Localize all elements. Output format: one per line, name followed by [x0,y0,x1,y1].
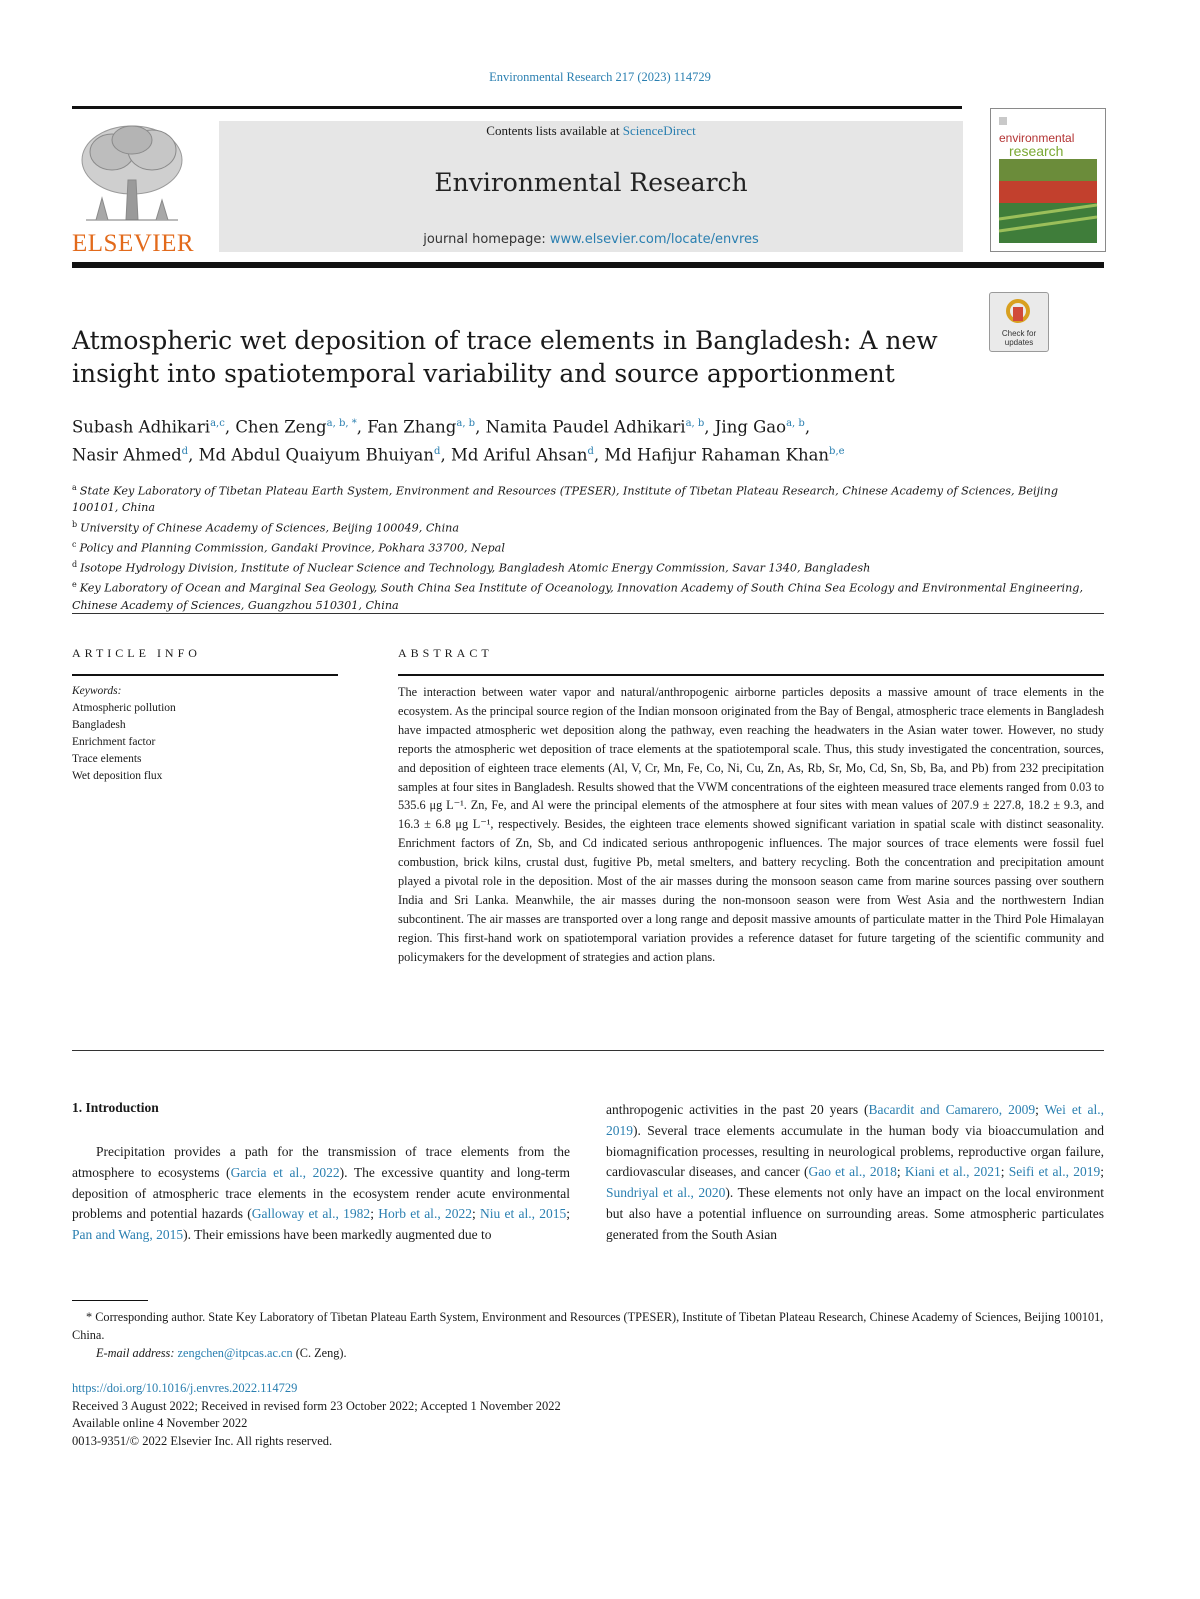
email-line [96,1346,347,1361]
author-list [72,412,1102,467]
affiliation-text: Policy and Planning Commission, Gandaki Province, Pokhara 33700, Nepal [79,541,505,555]
received-dates: Received 3 August 2022; Received in revised form 23 October 2022; Accepted 1 November 2022 [72,1398,561,1413]
author-name[interactable]: Md Ariful Ahsan [450,445,588,464]
doi-link[interactable]: https://doi.org/10.1016/j.envres.2022.114729 [72,1381,298,1395]
body-text: ; [370,1206,379,1222]
author-name[interactable]: Namita Paudel Adhikari [485,417,686,437]
body-text: ). Several trace elements accumulate in the human body via bioaccumulation and biomagnification processes, resulting in neurological problems, reproductive organ failure, cardiovascular diseases, and cancer ( [606,1122,1104,1180]
affiliation-text: Key Laboratory of Ocean and Marginal Sea Geology, South China Sea Institute of Oceanology, Innovation Academy of South China Sea Ecology and Environmental Engineering, Chinese Academy of Sciences, Guangzhou 510301, China [72,582,1084,612]
author-affiliation-marker[interactable]: a, b [786,418,805,429]
header-rule [72,262,1104,268]
email-suffix: (C. Zeng). [292,1346,347,1360]
citation-link[interactable]: Horb et al., 2022 [378,1206,472,1222]
cover-title-word1: environmental [999,131,1075,145]
keywords-block [72,683,338,785]
footnote-rule [72,1300,148,1301]
citation-link[interactable]: Garcia et al., 2022 [230,1164,340,1180]
author-separator: , [804,417,811,437]
citation-link[interactable]: Kiani et al., 2021 [904,1164,1001,1180]
citation-link[interactable]: Pan and Wang, 2015 [72,1227,184,1243]
author-name[interactable]: Md Hafijur Rahaman Khan [604,445,830,464]
citation-link[interactable]: Sundriyal et al., 2020 [606,1185,726,1201]
author-name[interactable]: Nasir Ahmed [72,445,182,464]
affiliation [72,577,1102,614]
affiliation-tag: b [72,519,78,529]
author-name[interactable]: Md Abdul Quaiyum Bhuiyan [198,445,435,464]
homepage-link[interactable]: www.elsevier.com/locate/envres [549,232,759,247]
author-name[interactable]: Subash Adhikari [72,417,211,437]
author-separator: , [440,445,451,464]
affiliation-tag: e [72,580,77,590]
keywords-label: Keywords: [72,685,122,697]
check-badge-label: Check for updates [1001,329,1037,347]
author-name[interactable]: Fan Zhang [367,417,457,437]
citation-link[interactable]: Niu et al., 2015 [479,1206,567,1222]
keyword: Enrichment factor [72,736,156,748]
keyword: Trace elements [72,753,142,765]
author-name[interactable]: Chen Zeng [235,417,327,437]
affiliation-tag: d [72,560,78,570]
body-text: ). These elements not only have an impact on the local environment but also have a potential influence on surrounding areas. Some atmospheric particulates generated from the South Asian [606,1185,1105,1242]
abstract-heading: ABSTRACT [398,646,493,660]
author-separator: , [475,417,486,437]
available-online: Available online 4 November 2022 [72,1416,248,1430]
author-affiliation-marker[interactable]: a, b [456,418,476,429]
citation-link[interactable]: Wei et al., 2019 [606,1102,1104,1138]
tree-icon [72,120,192,230]
affiliation [72,517,1102,537]
citation-link[interactable]: Gao et al., 2018 [808,1164,897,1180]
check-for-updates-badge[interactable] [989,292,1049,352]
author-affiliation-marker[interactable]: b,e [829,445,845,457]
intro-column-1 [72,1142,570,1246]
affiliation [72,537,1102,557]
keyword: Atmospheric pollution [72,702,176,714]
section-rule [72,613,1104,614]
elsevier-wordmark: ELSEVIER [72,230,195,257]
running-head[interactable]: Environmental Research 217 (2023) 114729 [489,70,711,84]
affiliation-text: State Key Laboratory of Tibetan Plateau Earth System, Environment and Resources (TPESER), Institute of Tibetan Plateau Research, Chinese Academy of Sciences, Beijing 100101, China [72,484,1058,515]
author-affiliation-marker[interactable]: d [181,445,189,457]
email-label: E-mail address: [96,1346,175,1360]
body-text: ; [471,1206,480,1222]
body-text: ; [896,1164,905,1180]
contents-line [219,123,963,139]
author-separator: , [224,417,236,437]
abstract-rule [398,674,1104,676]
author-separator: , [188,445,199,464]
affiliations [72,480,1102,614]
affiliation [72,480,1102,517]
affiliation-tag: a [72,483,77,492]
email-link[interactable]: zengchen@itpcas.ac.cn [177,1346,293,1360]
publication-info [72,1380,561,1450]
author-name[interactable]: Jing Gao [714,417,787,437]
top-rule [72,106,962,109]
body-text: ; [1035,1102,1045,1117]
contents-prefix: Contents lists available at [486,123,623,138]
author-separator: , [593,445,605,464]
keyword: Bangladesh [72,719,126,731]
introduction-heading: 1. Introduction [72,1100,159,1115]
author-affiliation-marker[interactable]: a, b, * [326,418,357,429]
author-affiliation-marker[interactable]: d [587,445,594,457]
author-separator: , [356,417,368,437]
homepage-prefix: journal homepage: [423,232,550,247]
body-text: ; [1100,1164,1104,1180]
article-info-rule [72,674,338,676]
sciencedirect-link[interactable]: ScienceDirect [622,123,696,138]
body-text: ; [566,1206,570,1222]
copyright: 0013-9351/© 2022 Elsevier Inc. All rights reserved. [72,1433,333,1448]
affiliation-tag: c [72,539,77,549]
body-text: anthropogenic activities in the past 20 years ( [606,1102,869,1117]
author-separator: , [704,417,715,437]
affiliation [72,557,1102,577]
abstract-end-rule [72,1050,1104,1051]
article-title: Atmospheric wet deposition of trace elements in Bangladesh: A new insight into spatiotemporal variability and source apportionment [72,326,938,388]
affiliation-text: University of Chinese Academy of Sciences, Beijing 100049, China [80,521,460,535]
intro-column-2 [606,1100,1104,1246]
keyword: Wet deposition flux [72,770,163,782]
body-text: ). The excessive quantity and long-term deposition of atmospheric trace elements in the ecosystem render acute environmental problems and potential hazards ( [72,1164,571,1222]
bookmark-icon [1013,307,1023,321]
corresponding-author-note: * Corresponding author. State Key Laboratory of Tibetan Plateau Earth System, Environment and Resources (TPESER), Institute of Tibetan Plateau Research, Chinese Academy of Sciences, Beijing 100101, China. [72,1310,1104,1342]
body-text: Precipitation provides a path for the transmission of trace elements from the atmosphere to ecosystems ( [72,1144,570,1180]
body-text: ). Their emissions have been markedly augmented due to [183,1227,492,1243]
cover-title-word2: research [1009,143,1064,159]
body-text: ; [1000,1164,1009,1180]
author-affiliation-marker[interactable]: d [434,445,441,457]
journal-homepage [219,232,963,247]
citation-link[interactable]: Galloway et al., 1982 [251,1206,371,1222]
journal-title: Environmental Research [434,168,748,197]
abstract-text: The interaction between water vapor and natural/anthropogenic airborne particles deposits a massive amount of trace elements in the ecosystem. As the principal source region of the Indian monsoon originated from the Bay of Bengal, atmospheric trace elements in Bangladesh have impacted atmospheric wet deposition along the pathway, even reaching the headwaters in the Asian water tower. However, no study reports the atmospheric wet deposition of trace elements at the spatiotemporal scale. Thus, this study investigated the concentration, sources, and deposition of eighteen trace elements (Al, V, Cr, Mn, Fe, Co, Ni, Cu, Zn, As, Rb, Sr, Mo, Cd, Sn, Sb, Ba, and Pb) from 232 precipitation samples at four sites in Bangladesh. Results showed that the VWM concentrations of the eighteen measured trace elements ranged from 0.03 to 535.6 μg L⁻¹. Zn, Fe, and Al were the principal elements of the atmosphere at four sites with mean values of 207.9 ± 227.8, 18.2 ± 9.3, and 16.3 ± 6.8 μg L⁻¹, respectively. Besides, the eighteen trace elements showed significant variation in spatial scale with distinct seasonality. Enrichment factors of Zn, Sb, and Cd indicated serious anthropogenic influences. The major sources of trace elements were fossil fuel combustion, brick kilns, crustal dust, fugitive Pb, metal smelters, and battery recycling. Both the concentration and precipitation amount played a pivotal role in the deposition. Most of the air masses during the monsoon season came from marine sources passing over southern India and Sri Lanka. Meanwhile, the air masses during the non-monsoon season were from West Asia and the northwestern Indian subcontinent. The air masses are transported over a long range and deposit massive amounts of particulate matter in the Third Pole Himalayan region. This first-hand work on spatiotemporal variation provides a reference dataset for future targeting of the scientific community and policymakers for the development of strategies and action plans. [398,685,1104,964]
affiliation-text: Isotope Hydrology Division, Institute of Nuclear Science and Technology, Bangladesh Atomic Energy Commission, Savar 1340, Bangladesh [80,561,871,575]
author-affiliation-marker[interactable]: a,c [210,418,225,429]
journal-cover[interactable] [990,108,1106,252]
article-info-heading: ARTICLE INFO [72,646,201,660]
citation-link[interactable]: Bacardit and Camarero, 2009 [868,1102,1036,1117]
author-affiliation-marker[interactable]: a, b [685,418,705,429]
citation-link[interactable]: Seifi et al., 2019 [1008,1164,1101,1180]
